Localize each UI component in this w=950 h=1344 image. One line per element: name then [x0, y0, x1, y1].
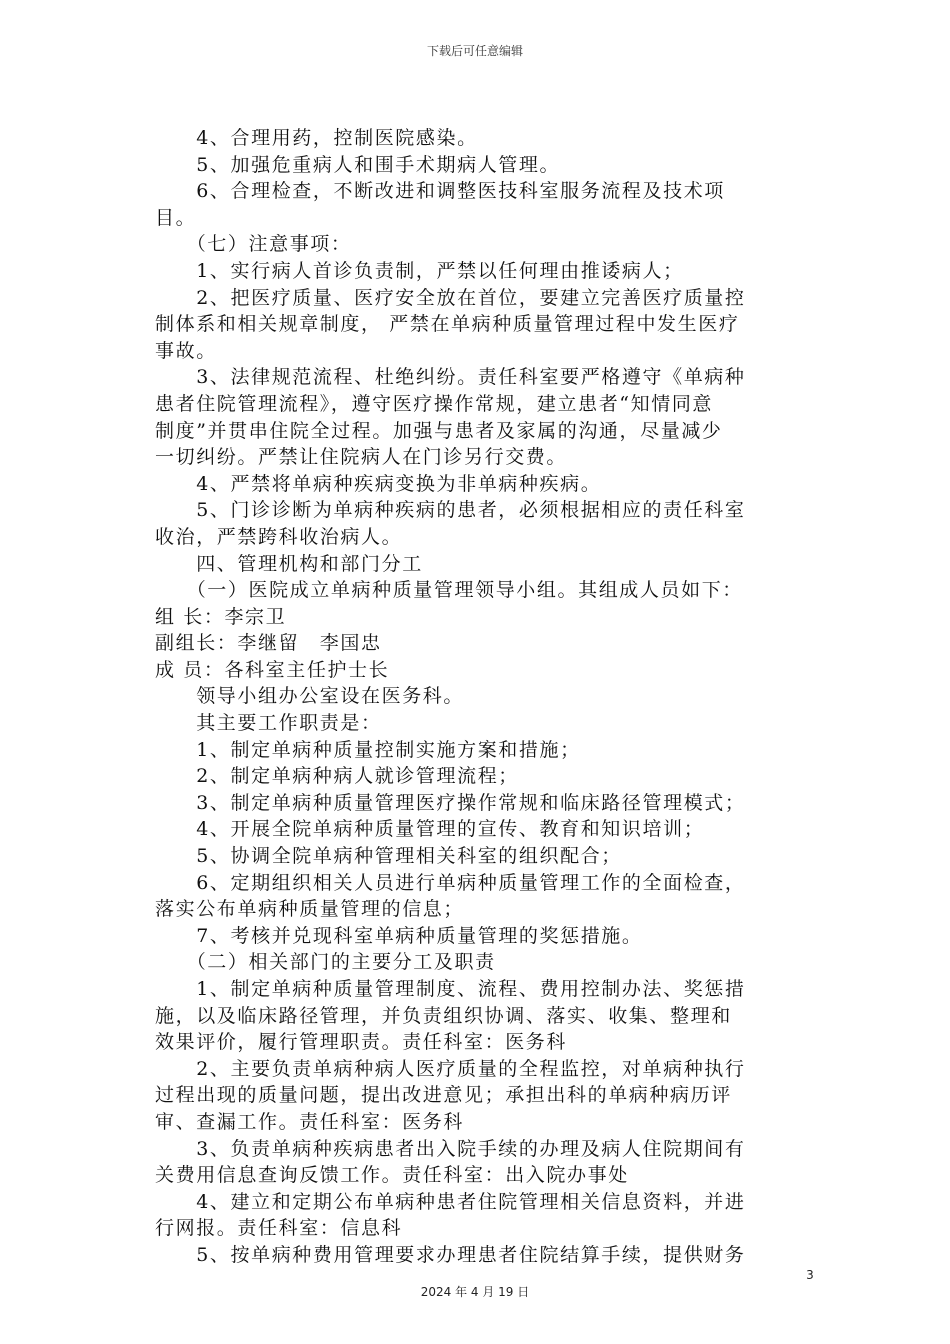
text-line: 1、制定单病种质量控制实施方案和措施；	[155, 738, 581, 761]
text-line: 施，以及临床路径管理，并负责组织协调、落实、收集、整理和	[155, 1004, 732, 1027]
text-line: 5、门诊诊断为单病种疾病的患者，必须根据相应的责任科室	[155, 499, 746, 522]
text-line: 5、加强危重病人和围手术期病人管理。	[155, 153, 561, 176]
text-line: （一）医院成立单病种质量管理领导小组。其组成人员如下：	[155, 579, 743, 602]
page-footer-date: 2024 年 4 月 19 日	[420, 1285, 530, 1299]
text-line: 4、开展全院单病种质量管理的宣传、教育和知识培训；	[155, 818, 705, 841]
text-line: 行网报。责任科室：信息科	[155, 1217, 403, 1240]
text-line: 1、实行病人首诊负责制，严禁以任何理由推诿病人；	[155, 259, 684, 282]
text-line: 制体系和相关规章制度， 严禁在单病种质量管理过程中发生医疗	[155, 313, 740, 336]
page-header: 下载后可任意编辑	[426, 44, 523, 58]
text-line: 事故。	[155, 339, 217, 362]
text-line: 成 员：各科室主任护士长	[155, 658, 390, 681]
text-line: 目。	[155, 206, 197, 229]
text-line: 关费用信息查询反馈工作。责任科室：出入院办事处	[155, 1164, 629, 1187]
text-line: 审、查漏工作。责任科室：医务科	[155, 1110, 465, 1133]
text-line: 7、考核并兑现科室单病种质量管理的奖惩措施。	[155, 924, 643, 947]
text-line: （七）注意事项：	[155, 233, 352, 256]
text-line: （二）相关部门的主要分工及职责	[155, 951, 496, 974]
text-line: 6、定期组织相关人员进行单病种质量管理工作的全面检查，	[155, 871, 746, 894]
text-line: 4、建立和定期公布单病种患者住院管理相关信息资料，并进	[155, 1190, 746, 1213]
text-line: 副组长：李继留 李国忠	[155, 632, 382, 655]
text-line: 其主要工作职责是：	[155, 712, 382, 735]
text-line: 4、合理用药，控制医院感染。	[155, 127, 478, 149]
text-line: 2、把医疗质量、医疗安全放在首位，要建立完善医疗质量控	[155, 286, 746, 309]
text-line: 组 长：李宗卫	[155, 605, 287, 628]
text-line: 落实公布单病种质量管理的信息；	[155, 898, 465, 921]
text-line: 6、合理检查，不断改进和调整医技科室服务流程及技术项	[155, 180, 725, 203]
text-line: 领导小组办公室设在医务科。	[155, 685, 465, 708]
document-body	[155, 125, 795, 1269]
text-line: 过程出现的质量问题，提出改进意见；承担出科的单病种病历评	[155, 1084, 732, 1107]
text-line: 2、主要负责单病种病人医疗质量的全程监控，对单病种执行	[155, 1057, 746, 1080]
text-line: 效果评价，履行管理职责。责任科室：医务科	[155, 1031, 568, 1054]
text-line: 5、协调全院单病种管理相关科室的组织配合；	[155, 845, 622, 868]
text-line: 4、严禁将单病种疾病变换为非单病种疾病。	[155, 472, 602, 495]
text-line: 一切纠纷。严禁让住院病人在门诊另行交费。	[155, 446, 568, 469]
text-line: 3、制定单病种质量管理医疗操作常规和临床路径管理模式；	[155, 791, 746, 814]
text-line: 5、按单病种费用管理要求办理患者住院结算手续，提供财务	[155, 1243, 746, 1266]
text-line: 制度”并贯串住院全过程。加强与患者及家属的沟通，尽量减少	[155, 419, 723, 442]
text-line: 四、管理机构和部门分工	[155, 552, 423, 575]
page-number: 3	[806, 1268, 814, 1282]
text-line: 3、负责单病种疾病患者出入院手续的办理及病人住院期间有	[155, 1137, 746, 1160]
text-line: 1、制定单病种质量管理制度、流程、费用控制办法、奖惩措	[155, 978, 746, 1000]
text-line: 患者住院管理流程》，遵守医疗操作常规，建立患者“知情同意	[155, 392, 714, 415]
text-line: 2、制定单病种病人就诊管理流程；	[155, 765, 519, 788]
text-line: 收治，严禁跨科收治病人。	[155, 525, 403, 548]
text-line: 3、法律规范流程、杜绝纠纷。责任科室要严格遵守《单病种	[155, 366, 746, 389]
